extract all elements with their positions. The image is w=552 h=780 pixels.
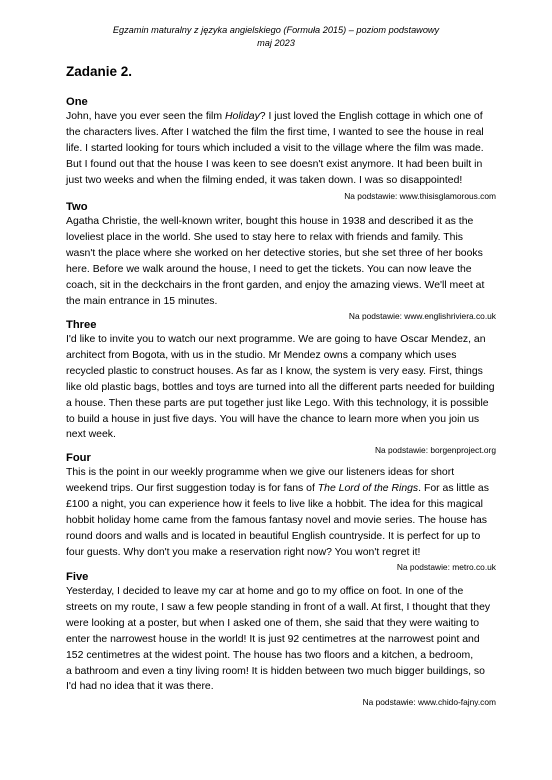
text-segment: weekend trips. Our first suggestion today is for fans of <box>66 482 318 494</box>
text-line: This is the point in our weekly programme when we give our listeners ideas for short <box>66 467 455 478</box>
section-body <box>66 214 496 309</box>
exam-header-line: Egzamin maturalny z języka angielskiego (Formuła 2015) – poziom podstawowy <box>112 25 440 35</box>
text-line: enter the narrowest house in the world! It is just 92 centimetres at the narrowest point and <box>66 633 480 645</box>
text-line: the main entrance in 15 minutes. <box>66 295 218 307</box>
text-section-one <box>66 95 496 202</box>
source-note: Na podstawie: www.chido-fajny.com <box>362 697 496 708</box>
italic-title: Holiday <box>224 111 260 122</box>
section-body <box>66 332 496 443</box>
text-line: a house. Then these parts are put together just like Lego. With this technology, it is possible <box>66 397 489 409</box>
section-heading: One <box>66 96 88 108</box>
section-body <box>66 465 496 560</box>
text-line: architect from Bogota, with us in the studio. Mr Mendez owns a company which uses <box>66 349 457 361</box>
text-line: four guests. Why don't you make a reservation right now? You won't regret it! <box>66 546 421 558</box>
text-line: £100 a night, you can experience how it feels to live like a hobbit. The idea for this magical <box>66 498 483 510</box>
text-line: 152 centimetres at the widest point. The house has two floors and a kitchen, a bedroom, <box>66 649 474 661</box>
section-body <box>66 584 496 695</box>
italic-title: The Lord of the Rings <box>317 482 419 494</box>
text-line: like old plastic bags, bottles and toys are turned into all the different parts needed for building <box>66 381 495 393</box>
text-line: hobbit holiday home came from the famous fantasy novel and movie series. The house has <box>66 514 488 526</box>
text-line: a bathroom and even a tiny living room! It is hidden between two much bigger buildings, so <box>66 665 485 677</box>
text-section-four <box>66 451 496 573</box>
source-note: Na podstawie: www.thisisglamorous.com <box>344 190 496 201</box>
text-line: loveliest place in the world. She used to stay here to relax with friends and family. This <box>66 231 464 243</box>
text-line <box>66 481 496 497</box>
text-line: just two weeks and when the filming ended, it was taken down. I was so disappointed! <box>66 174 463 186</box>
text-line: streets on my route, I saw a few people standing in front of a wall. At first, I thought that they <box>66 601 491 613</box>
text-line: Yesterday, I decided to leave my car at home and go to my office on foot. In one of the <box>66 586 464 597</box>
text-line: were looking at a poster, but when I asked one of them, she said that they were waiting to <box>66 617 480 629</box>
text-segment: ? I just loved the English cottage in which one of <box>259 111 483 122</box>
text-line: wasn't the place where she worked on her detective stories, but she set three of her books <box>66 247 483 259</box>
text-line: Agatha Christie, the well-known writer, bought this house in 1938 and described it as the <box>66 216 474 227</box>
exam-date: maj 2023 <box>257 38 295 48</box>
text-segment: John, have you ever seen the film <box>66 111 225 122</box>
text-segment: . For as little as <box>418 482 489 494</box>
text-line: here. Before we walk around the house, I need to get the tickets. You can now leave the <box>66 263 472 275</box>
text-line: life. I started looking for tours which included a visit to the village where the film was made. <box>66 142 484 154</box>
text-section-three <box>66 318 496 456</box>
section-heading: Three <box>66 319 97 331</box>
text-line: I'd had no idea that it was there. <box>66 681 214 693</box>
text-line: I'd like to invite you to watch our next programme. We are going to have Oscar Mendez, an <box>66 334 486 345</box>
source-note: Na podstawie: www.englishriviera.co.uk <box>348 311 496 322</box>
text-line <box>66 109 496 125</box>
section-heading: Five <box>66 571 89 583</box>
source-note: Na podstawie: borgenproject.org <box>374 445 496 456</box>
task-title: Zadanie 2. <box>66 64 133 79</box>
text-section-two <box>66 200 496 322</box>
text-line: round doors and walls and is located in beautiful English countryside. It is perfect for up to <box>66 530 481 542</box>
section-heading: Four <box>66 452 91 464</box>
section-heading: Two <box>66 201 88 213</box>
text-line: next week. <box>66 429 116 441</box>
text-line: to build a house in just five days. You will have the chance to learn more when you join us <box>66 413 480 425</box>
section-body <box>66 109 496 189</box>
text-line: recycled plastic to construct houses. As far as I know, the system is very easy. First, things <box>66 365 483 377</box>
page-header <box>0 24 552 50</box>
text-section-five <box>66 570 496 708</box>
text-line: But I found out that the house I was keen to see doesn't exist anymore. It had been built in <box>66 158 483 170</box>
text-line: the characters lives. After I watched the film the first time, I wanted to see the house in real <box>66 126 484 138</box>
text-line: coach, sit in the deckchairs in the front garden, and enjoy the amazing views. We'll meet at <box>66 279 485 291</box>
source-note: Na podstawie: metro.co.uk <box>396 562 496 573</box>
